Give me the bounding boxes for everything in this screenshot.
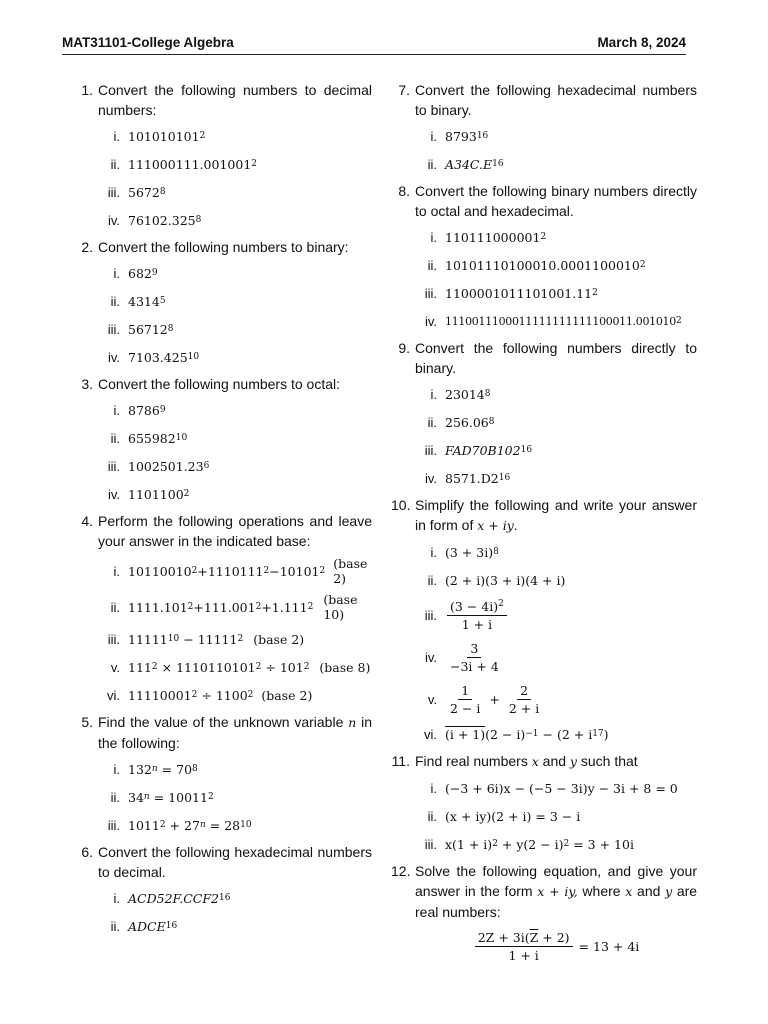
item-label: iv.: [107, 349, 120, 365]
problem-5: [76, 712, 372, 836]
math-expression: 8786 9: [128, 402, 166, 418]
item-label: i.: [430, 780, 437, 796]
math-expression: (i + 1) (2 − i) −1 − (2 + i 17 ): [445, 726, 609, 742]
math-expression: (x + iy)(2 + i) = 3 − i: [445, 808, 581, 824]
item-label: i.: [113, 890, 120, 906]
problem-number: 2.: [81, 239, 93, 255]
math-expression: 132 n = 70 8: [128, 761, 198, 777]
problem-statement: Simplify the following and write your answer in form of x + iy.: [415, 497, 697, 533]
problem-3: [76, 374, 372, 505]
list-item: [415, 310, 697, 332]
item-label: iv.: [424, 470, 437, 486]
problem-10: [391, 495, 697, 745]
problem-statement: Convert the following numbers to decimal numbers:: [98, 82, 372, 118]
list-item: [98, 427, 372, 449]
math-expression: 10101110100010.0001100010 2: [445, 257, 646, 273]
item-label: iv.: [107, 212, 120, 228]
problem-statement: Perform the following operations and leave your answer in the indicated base:: [98, 513, 372, 549]
math-expression: 4314 5: [128, 293, 166, 309]
header-date: March 8, 2024: [597, 35, 686, 50]
course-title: MAT31101-College Algebra: [62, 35, 234, 50]
list-item: [415, 541, 697, 563]
item-label: iii.: [424, 836, 437, 852]
list-item: [415, 411, 697, 433]
list-item: [98, 556, 372, 586]
math-expression: 8793 16: [445, 128, 489, 144]
math-expression: 256.06 8: [445, 414, 495, 430]
problem-statement: Find the value of the unknown variable n in the following:: [98, 714, 373, 751]
math-expression: $(3 - 4i)^2$ 1 + i: [445, 599, 509, 632]
math-expression: 111000111.001001 2: [128, 156, 258, 172]
list-item: [415, 639, 697, 675]
problem-number: 9.: [398, 340, 410, 356]
list-item: [98, 758, 372, 780]
list-item: [415, 383, 697, 405]
list-item: [98, 887, 372, 909]
item-label: i.: [113, 563, 120, 579]
problem-11: [391, 751, 697, 855]
problem-2: [76, 237, 372, 368]
item-label: iv.: [424, 649, 437, 665]
item-label: ii.: [427, 156, 437, 172]
math-expression: 11111 10 − 11111 2 (base 2): [128, 631, 305, 647]
problem-number: 3.: [81, 376, 93, 392]
item-label: iii.: [424, 285, 437, 301]
list-item: [98, 483, 372, 505]
list-item: [415, 467, 697, 489]
math-expression: 655982 10: [128, 430, 188, 446]
item-label: ii.: [427, 572, 437, 588]
item-label: iv.: [424, 313, 437, 329]
problem-number: 11.: [391, 753, 410, 769]
list-item: [415, 777, 697, 799]
math-expression: 23014 8: [445, 386, 491, 402]
math-expression: (3 + 3i) 8: [445, 544, 499, 560]
list-item: [98, 290, 372, 312]
math-expression: 56712 8: [128, 321, 174, 337]
item-label: v.: [427, 691, 437, 707]
problem-statement: Convert the following numbers to binary:: [98, 239, 349, 255]
list-item: [415, 254, 697, 276]
list-item: [415, 282, 697, 304]
math-expression: 7103.425 10: [128, 349, 200, 365]
item-label: i.: [430, 229, 437, 245]
item-label: i.: [430, 544, 437, 560]
list-item: [98, 628, 372, 650]
list-item: [98, 125, 372, 147]
math-expression: 110111000001 2: [445, 229, 547, 245]
list-item: [98, 684, 372, 706]
math-expression: 1110011100011111111111100011.001010 2: [445, 314, 682, 328]
list-item: [98, 209, 372, 231]
problem-number: 5.: [81, 714, 93, 730]
math-expression: 5672 8: [128, 184, 166, 200]
list-item: [415, 833, 697, 855]
item-label: ii.: [427, 414, 437, 430]
list-item: [415, 226, 697, 248]
list-item: [98, 814, 372, 836]
problem-statement: Solve the following equation, and give your answer in the form x + iy, where x and y are real numbers:: [415, 863, 698, 920]
math-expression: 1011 2 + 27 n = 28 10: [128, 817, 252, 833]
list-item: [415, 153, 697, 175]
list-item: [98, 318, 372, 340]
item-label: iii.: [107, 458, 120, 474]
problem-number: 7.: [398, 82, 410, 98]
item-label: ii.: [110, 156, 120, 172]
item-label: iii.: [107, 631, 120, 647]
item-label: i.: [113, 402, 120, 418]
problem-number: 6.: [81, 844, 93, 860]
item-label: ii.: [110, 430, 120, 446]
problem-statement: Convert the following hexadecimal numbers to binary.: [415, 82, 697, 118]
item-label: vi.: [107, 687, 120, 703]
list-item: [415, 125, 697, 147]
list-item: [415, 597, 697, 633]
math-expression: 10110010 2 + 1110111 2 − 10101 2 (base 2): [128, 556, 368, 586]
display-equation: $\frac{2Z + 3i(\overline{Z} + 2)}{1 + i}$ = 13 + 4i: [415, 930, 697, 963]
problem-statement: Find real numbers x and y such that: [415, 753, 638, 769]
left-column: [76, 80, 372, 943]
problem-number: 1.: [81, 82, 93, 98]
math-expression: ADCE 16: [128, 918, 178, 934]
math-expression: 3 −3i + 4: [450, 640, 499, 674]
problem-number: 8.: [398, 183, 410, 199]
item-label: iii.: [107, 184, 120, 200]
problem-7: [391, 80, 697, 175]
list-item: [98, 786, 372, 808]
math-expression: 1100001011101001.11 2: [445, 285, 598, 301]
problem-statement: Convert the following binary numbers directly to octal and hexadecimal.: [415, 183, 697, 219]
list-item: [415, 681, 697, 717]
math-expression: (2 + i)(3 + i)(4 + i): [445, 572, 566, 588]
list-item: [98, 656, 372, 678]
list-item: [415, 569, 697, 591]
problem-number: 12.: [391, 863, 411, 879]
problem-statement: Convert the following hexadecimal numbers to decimal.: [98, 844, 372, 880]
math-expression: (−3 + 6i)x − (−5 − 3i)y − 3i + 8 = 0: [445, 780, 678, 796]
list-item: [415, 439, 697, 461]
item-label: iv.: [107, 486, 120, 502]
math-expression: 1 2 − i + $\frac{2}{2 + i}$: [450, 682, 540, 716]
list-item: [98, 455, 372, 477]
problem-9: [391, 338, 697, 489]
math-expression: 1002501.23 6: [128, 458, 210, 474]
math-expression: 1111.101 2 + 111.001 2 + 1.111 2 (base 10): [128, 592, 358, 622]
math-expression: 1101100 2: [128, 486, 190, 502]
math-expression: FAD70B102 16: [445, 442, 533, 458]
item-label: iii.: [107, 817, 120, 833]
page-header: [62, 34, 686, 55]
item-label: i.: [430, 386, 437, 402]
item-label: iii.: [107, 321, 120, 337]
item-label: i.: [430, 128, 437, 144]
item-label: ii.: [110, 789, 120, 805]
item-label: ii.: [110, 918, 120, 934]
item-label: ii.: [427, 257, 437, 273]
item-label: ii.: [110, 599, 120, 615]
item-label: i.: [113, 761, 120, 777]
math-expression: 101010101 2: [128, 128, 206, 144]
problem-8: [391, 181, 697, 332]
item-label: i.: [113, 128, 120, 144]
math-expression: 34 n = 10011 2: [128, 789, 214, 805]
list-item: [98, 346, 372, 368]
item-label: iii.: [424, 607, 437, 623]
math-expression: A34C.E 16: [445, 156, 504, 172]
list-item: [415, 805, 697, 827]
item-label: vi.: [424, 726, 437, 742]
problem-6: [76, 842, 372, 937]
math-expression: x(1 + i) 2 + y(2 − i) 2 = 3 + 10i: [445, 836, 634, 852]
problem-4: [76, 511, 372, 706]
math-expression: ACD52F.CCF2 16: [128, 890, 231, 906]
math-expression: 8571.D2 16: [445, 470, 511, 486]
item-label: iii.: [424, 442, 437, 458]
right-column: [391, 80, 697, 969]
item-label: ii.: [110, 293, 120, 309]
list-item: [98, 181, 372, 203]
problem-12: [391, 861, 697, 963]
problem-1: [76, 80, 372, 231]
math-expression: 111 2 × 1110110101 2 ÷ 101 2 (base 8): [128, 659, 371, 675]
problem-number: 4.: [81, 513, 93, 529]
math-expression: 682 9: [128, 265, 158, 281]
problem-statement: Convert the following numbers to octal:: [98, 376, 341, 392]
problem-number: 10.: [391, 497, 411, 513]
list-item: [98, 153, 372, 175]
item-label: i.: [113, 265, 120, 281]
problem-statement: Convert the following numbers directly to binary.: [415, 340, 697, 376]
item-label: ii.: [427, 808, 437, 824]
list-item: [98, 399, 372, 421]
math-expression: 76102.325 8: [128, 212, 202, 228]
list-item: [415, 723, 697, 745]
math-expression: 11110001 2 ÷ 1100 2 (base 2): [128, 687, 313, 703]
list-item: [98, 262, 372, 284]
list-item: [98, 592, 372, 622]
item-label: v.: [110, 659, 120, 675]
list-item: [98, 915, 372, 937]
